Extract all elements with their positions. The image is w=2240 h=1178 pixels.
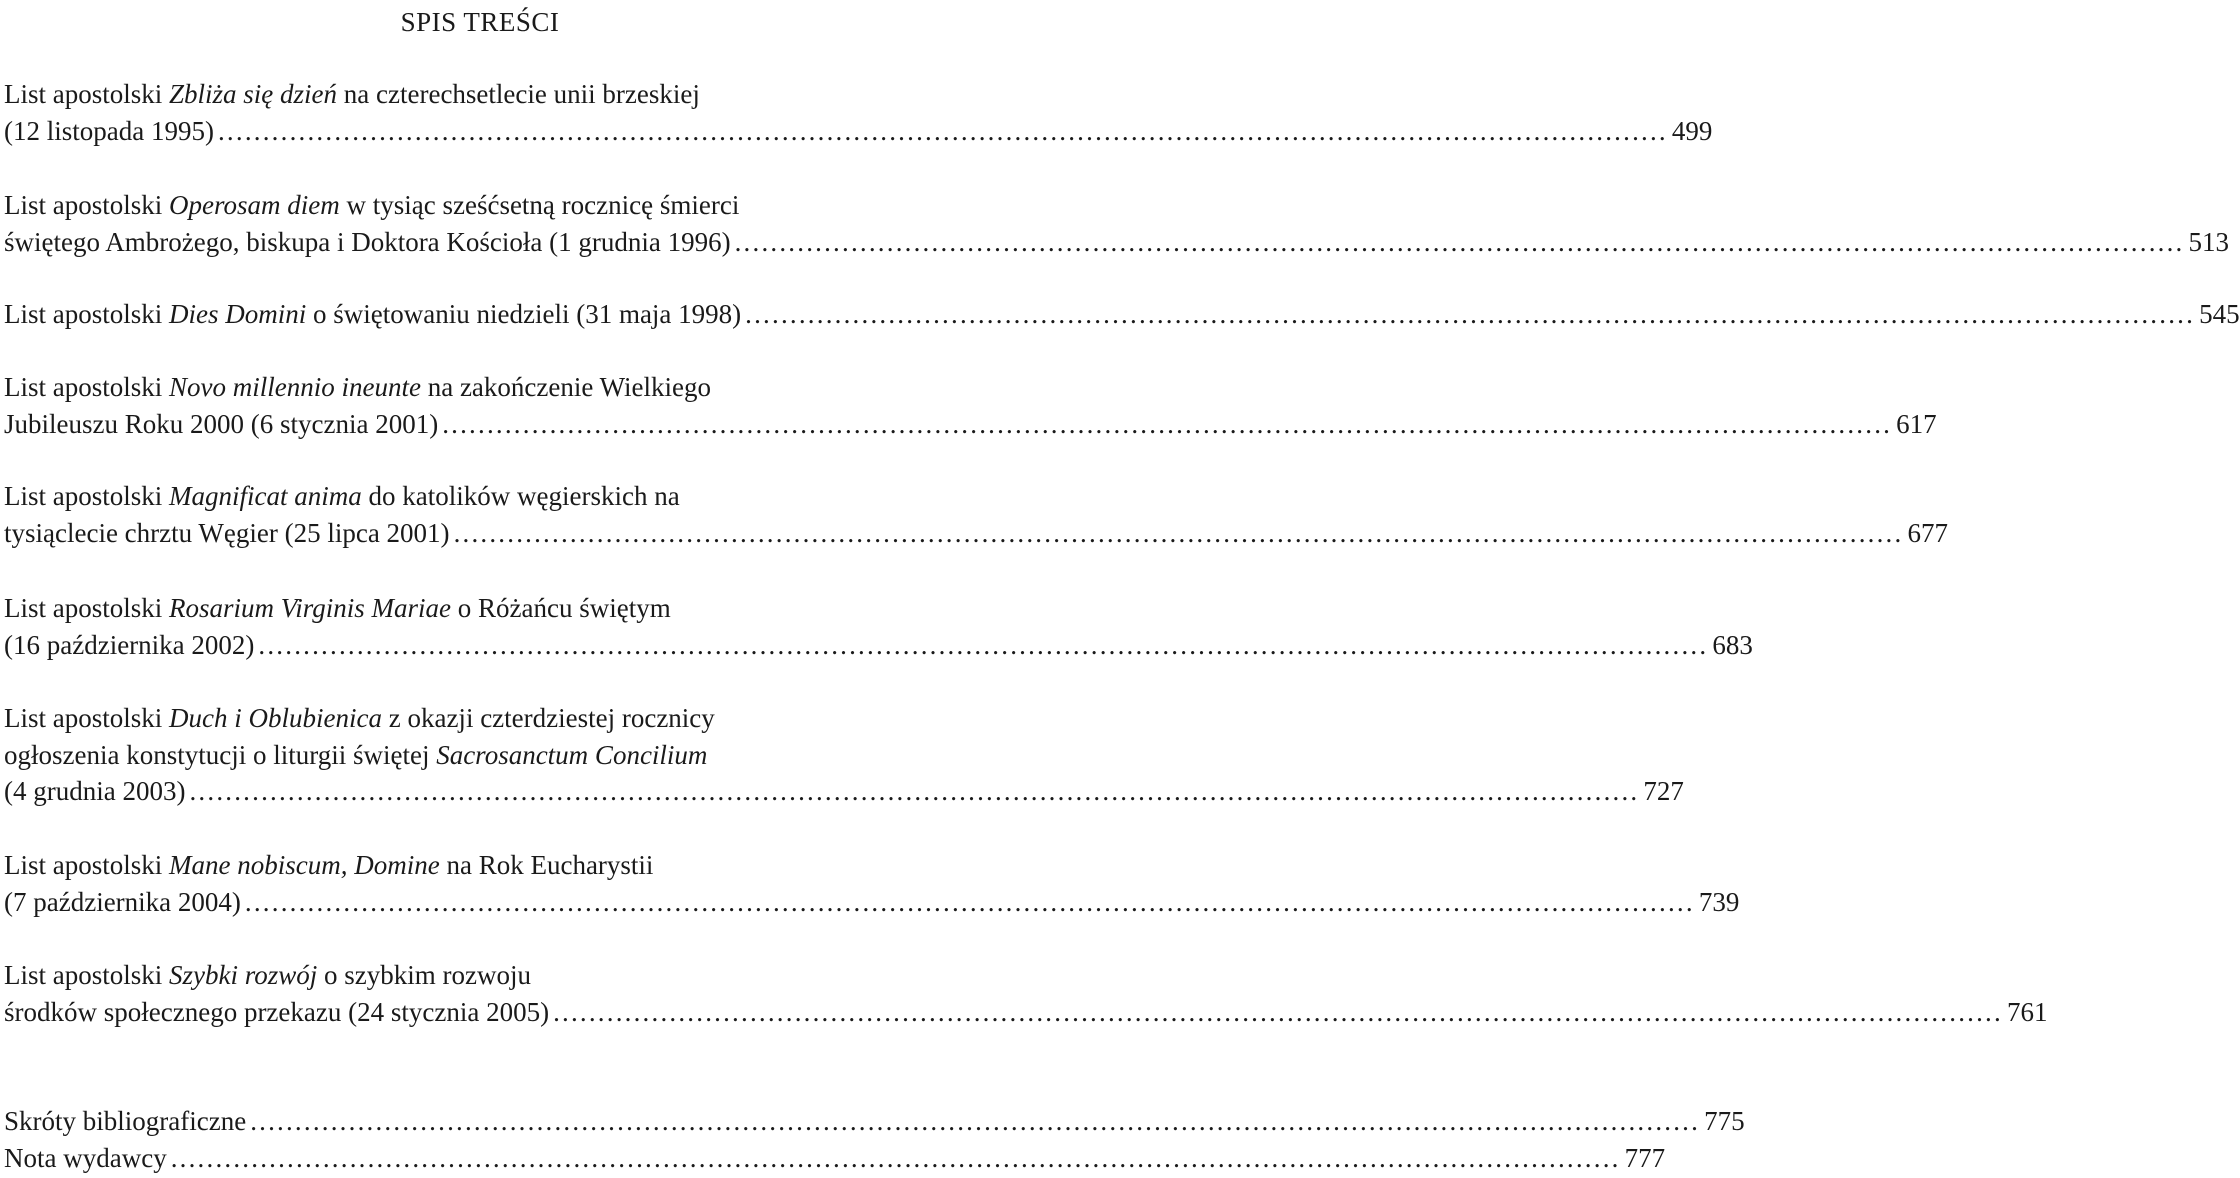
toc-entry [4, 957, 2048, 1030]
entry-text: List apostolski [4, 299, 170, 329]
toc-entry [4, 590, 1753, 663]
document-title-italic: Rosarium Virginis Mariae [169, 593, 452, 623]
entry-text: List apostolski [4, 79, 170, 109]
entry-text: o Różańcu świętym [451, 593, 671, 623]
toc-entry-text [4, 296, 741, 333]
page-number: 499 [1671, 115, 1713, 146]
page-number: 513 [2188, 226, 2230, 257]
document-title-italic: Operosam diem [169, 190, 340, 220]
document-title-italic: Sacrosanctum Concilium [436, 739, 708, 770]
page-title: SPIS TREŚCI [400, 7, 560, 37]
toc-entry [4, 700, 1684, 810]
dot-leader: .................................................................................................................................................................. [734, 226, 2185, 257]
toc-entry-line [4, 700, 956, 737]
page-number: 727 [1643, 776, 1684, 806]
dot-leader: .................................................................................................................................................................. [170, 1143, 1621, 1173]
toc-entry-line [4, 590, 956, 627]
toc-entry-last-line [4, 773, 1684, 810]
toc-entry-line [4, 76, 956, 113]
entry-text: do katolików węgierskich na [361, 481, 680, 511]
dot-leader: .................................................................................................................................................................. [442, 408, 1893, 439]
toc-entry [4, 296, 2240, 333]
toc-entry-text [4, 515, 450, 552]
dot-leader: .................................................................................................................................................................. [217, 115, 1668, 146]
page-number: 683 [1712, 629, 1753, 660]
toc-entry-last-line [4, 224, 2230, 261]
toc-entry-last-line [4, 515, 1948, 552]
toc-entry-line [4, 478, 956, 515]
document-title-italic: Mane nobiscum, Domine [169, 850, 440, 880]
page-number: 545 [2199, 299, 2240, 329]
entry-text: tysiąclecie chrztu Węgier (25 lipca 2001) [4, 517, 450, 548]
entry-text: (12 listopada 1995) [4, 115, 214, 146]
entry-text: List apostolski [4, 372, 170, 402]
entry-text: List apostolski [4, 481, 170, 511]
dot-leader: .................................................................................................................................................................. [250, 1106, 1701, 1136]
toc-entry-text [4, 884, 241, 921]
toc-entry-line [4, 369, 956, 406]
entry-text: Jubileuszu Roku 2000 (6 stycznia 2001) [4, 408, 439, 439]
toc-entry-last-line [4, 296, 2240, 333]
toc-entry-line [4, 187, 956, 224]
entry-text: List apostolski [4, 703, 170, 733]
page-number: 617 [1896, 408, 1937, 439]
entry-text: List apostolski [4, 593, 170, 623]
toc-entry-last-line [4, 884, 1740, 921]
toc-entry-text [4, 406, 438, 443]
toc-entry-text [4, 224, 731, 261]
dot-leader: .................................................................................................................................................................. [189, 776, 1640, 806]
toc-entry-last-line [4, 1140, 1666, 1176]
entry-text: o szybkim rozwoju [317, 960, 531, 990]
toc-entry-text [4, 994, 549, 1031]
document-title-italic: Szybki rozwój [169, 960, 318, 990]
dot-leader: .................................................................................................................................................................. [258, 629, 1709, 660]
entry-text: środków społecznego przekazu (24 stycznia 2005) [4, 996, 550, 1027]
back-matter-label: Nota wydawcy [4, 1143, 167, 1173]
dot-leader: .................................................................................................................................................................. [745, 299, 2196, 329]
dot-leader: .................................................................................................................................................................. [553, 996, 2003, 1027]
back-matter-label: Skróty bibliograficzne [4, 1106, 247, 1136]
toc-entry [4, 369, 1937, 442]
toc-entry-last-line [4, 406, 1937, 443]
toc-entry-last-line [4, 1103, 1745, 1139]
document-title-italic: Dies Domini [169, 299, 307, 329]
entry-text: (4 grudnia 2003) [4, 776, 186, 806]
toc-entry [4, 847, 1740, 920]
toc-entry-line [4, 957, 956, 994]
document-title-italic: Magnificat anima [169, 481, 362, 511]
dot-leader: .................................................................................................................................................................. [453, 517, 1904, 548]
toc-entry-text [4, 627, 254, 664]
page-number: 739 [1698, 886, 1740, 917]
toc-entry-line [4, 737, 956, 774]
toc-entry-last-line [4, 627, 1753, 664]
back-matter-entry [4, 1103, 1745, 1139]
document-title-italic: Duch i Oblubienica [169, 703, 382, 733]
toc-entry [4, 187, 2230, 260]
entry-text: (7 października 2004) [4, 886, 241, 917]
toc-entry-text [4, 113, 214, 150]
entry-text: świętego Ambrożego, biskupa i Doktora Kościoła (1 grudnia 1996) [4, 226, 731, 257]
dot-leader: .................................................................................................................................................................. [244, 886, 1695, 917]
toc-entry-line [4, 847, 956, 884]
toc-entry-last-line [4, 994, 2048, 1031]
entry-text: z okazji czterdziestej rocznicy [381, 703, 715, 733]
entry-text: List apostolski [4, 190, 170, 220]
entry-text: List apostolski [4, 850, 170, 880]
entry-text: w tysiąc sześćsetną rocznicę śmierci [339, 190, 740, 220]
page-number: 677 [1907, 517, 1948, 548]
entry-text: na czterechsetlecie unii brzeskiej [337, 79, 700, 109]
back-matter-entry [4, 1140, 1666, 1176]
toc-entry [4, 478, 1948, 551]
page-number: 761 [2006, 996, 2048, 1027]
entry-text: na zakończenie Wielkiego [420, 372, 711, 402]
toc-entry-last-line [4, 113, 1713, 150]
entry-text: List apostolski [4, 960, 170, 990]
page-number: 775 [1704, 1106, 1745, 1136]
toc-entry [4, 76, 1713, 149]
document-title-italic: Novo millennio ineunte [169, 372, 421, 402]
entry-text: (16 października 2002) [4, 629, 255, 660]
page-number: 777 [1624, 1143, 1666, 1173]
toc-entry-text [4, 773, 185, 810]
document-title-italic: Zbliża się dzień [169, 79, 338, 109]
entry-text: o świętowaniu niedzieli (31 maja 1998) [306, 299, 742, 329]
entry-text: ogłoszenia konstytucji o liturgii świętej [4, 739, 437, 770]
entry-text: na Rok Eucharystii [439, 850, 654, 880]
